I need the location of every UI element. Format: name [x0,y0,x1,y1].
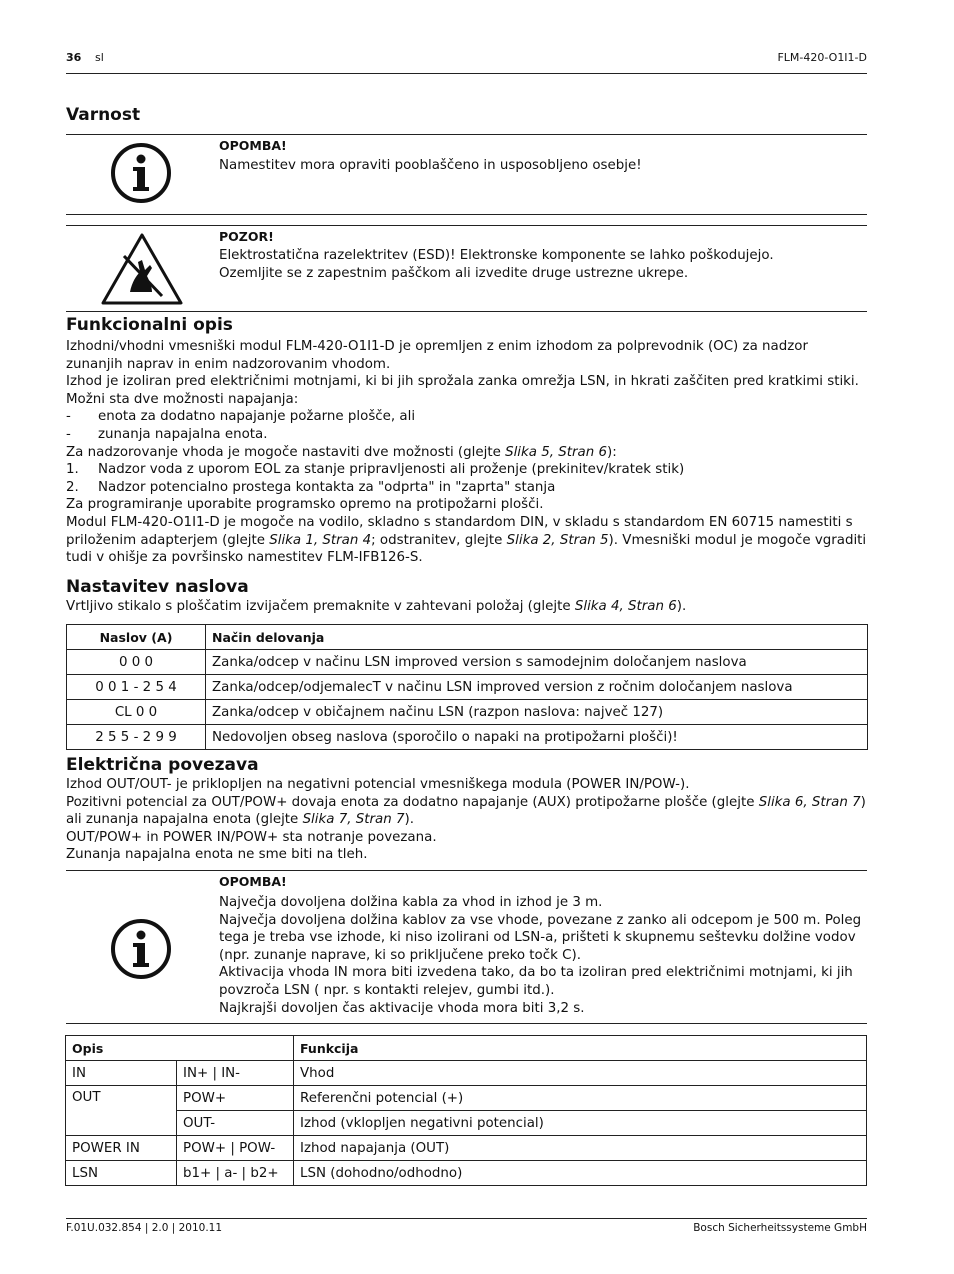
column-header: Funkcija [294,1036,867,1061]
table-cell: Izhod napajanja (OUT) [294,1136,867,1161]
table-row [66,1111,867,1136]
warning-title: POZOR! [219,229,274,244]
paragraph: Izhodni/vhodni vmesniški modul FLM-420-O1I1-D je opremljen z enim izhodom za polprevodnik (OC) za nadzor zunanjih naprav in enim nadzorovanim vhodom. [66,339,808,372]
notice-title: OPOMBA! [219,138,287,153]
electrical-description [66,776,867,864]
table-cell: Referenčni potencial (+) [294,1086,867,1111]
info-icon [110,142,172,204]
table-cell: 0 0 1 - 2 5 4 [67,675,206,700]
table-cell: Zanka/odcep v običajnem načinu LSN (razpon naslova: največ 127) [206,700,868,725]
list-item: - enota za dodatno napajanje požarne plošče, ali [66,409,416,425]
table-cell: 0 0 0 [67,650,206,675]
notice-text [219,894,869,1017]
table-row [66,1086,867,1111]
table-cell: b1+ | a- | b2+ [177,1161,294,1186]
table-cell: Vhod [294,1061,867,1086]
table-row [67,650,868,675]
column-header: Način delovanja [206,625,868,650]
warning-rule [66,225,867,226]
figure-reference[interactable]: Slika 6, Stran 7 [758,794,861,810]
paragraph: Izhod je izoliran pred električnimi motnjami, ki bi jih sprožala zanka omrežja LSN, in hkrati zaščiten pred kratkimi stiki. Možni sta dve možnosti napajanja: [66,374,859,407]
address-description: Vrtljivo stikalo s ploščatim izvijačem premaknite v zahtevani položaj (glejte Slika 4, Stran 6). [66,599,687,614]
warning-text [219,247,869,282]
table-cell: Nedovoljen obseg naslova (sporočilo o napaki na protipožarni plošči)! [206,725,868,750]
table-cell: CL 0 0 [67,700,206,725]
section-title-functional: Funkcionalni opis [66,315,233,335]
info-icon [110,918,172,980]
table-cell: LSN [66,1161,177,1186]
notice-rule [66,870,867,871]
column-header: Opis [66,1036,294,1061]
list-item: 1. Nadzor voda z uporom EOL za stanje pripravljenosti ali proženje (prekinitev/kratek stik) [66,462,685,478]
table-cell: Zanka/odcep/odjemalecT v načinu LSN improved version z ročnim določanjem naslova [206,675,868,700]
table-cell: OUT [66,1086,177,1136]
notice-paragraph: Aktivacija vhoda IN mora biti izvedena tako, da bo ta izoliran pred električnimi motnjami, ki jih povzroča LSN ( npr. s kontakti relejev, gumbi itd.). [219,965,853,998]
document-code: FLM-420-O1I1-D [777,51,867,64]
table-cell: Izhod (vklopljen negativni potencial) [294,1111,867,1136]
footer-rule [66,1218,867,1219]
paragraph: OUT/POW+ in POWER IN/POW+ sta notranje povezana. [66,829,437,845]
notice-paragraph: Največja dovoljena dolžina kabla za vhod in izhod je 3 m. [219,895,603,910]
table-cell: IN+ | IN- [177,1061,294,1086]
notice-paragraph: Največja dovoljena dolžina kablov za vse vhode, povezane z zanko ali odcepom je 500 m. Poleg tega je treba vse izhode, ki niso izolirani od LSN-a, prišteti k skupnemu seštevku dolžine vodov (npr. zunanje naprave, ki so priključene preko točk C). [219,912,862,963]
paragraph: Modul FLM-420-O1I1-D je mogoče na vodilo, skladno s standardom DIN, v skladu s standardom EN 60715 namestiti s priloženim adapterjem (glejte Slika 1, Stran 4; odstranitev, glejte Slika 2, Stran 5). Vmesniški modul je mogoče vgraditi tudi v ohišje za površinsko namestitev FLM-IFB126-S. [66,514,867,566]
table-cell: POW+ | POW- [177,1136,294,1161]
table-cell: LSN (dohodno/odhodno) [294,1161,867,1186]
table-cell: IN [66,1061,177,1086]
connection-table [65,1035,867,1186]
table-cell: POWER IN [66,1136,177,1161]
section-title-safety: Varnost [66,105,141,125]
table-row [66,1161,867,1186]
table-row [67,675,868,700]
header-rule [66,73,867,74]
table-row [66,1061,867,1086]
page-number: 36 [66,51,82,64]
notice-rule [66,1023,867,1024]
notice-rule [66,214,867,215]
warning-line: Ozemljite se z zapestnim paščkom ali izvedite druge ustrezne ukrepe. [219,265,689,281]
figure-reference[interactable]: Slika 2, Stran 5 [506,532,609,548]
table-cell: POW+ [177,1086,294,1111]
footer-document-info: F.01U.032.854 | 2.0 | 2010.11 [66,1222,223,1234]
notice-rule [66,134,867,135]
warning-rule [66,311,867,312]
table-row [67,725,868,750]
table-cell: Zanka/odcep v načinu LSN improved version s samodejnim določanjem naslova [206,650,868,675]
notice-paragraph: Najkrajši dovoljen čas aktivacije vhoda mora biti 3,2 s. [219,1000,585,1016]
section-title-electrical: Električna povezava [66,755,259,775]
figure-reference[interactable]: Slika 1, Stran 4 [269,532,372,548]
paragraph: Pozitivni potencial za OUT/POW+ dovaja enota za dodatno napajanje (AUX) protipožarne plošče (glejte Slika 6, Stran 7) ali zunanja napajalna enota (glejte Slika 7, Stran 7). [66,794,866,828]
functional-description [66,338,867,567]
table-row [66,1136,867,1161]
address-table [66,624,868,750]
notice-title: OPOMBA! [219,874,287,889]
table-cell: 2 5 5 - 2 9 9 [67,725,206,750]
esd-warning-icon [100,232,184,306]
figure-reference[interactable]: Slika 4, Stran 6 [574,599,677,614]
figure-reference[interactable]: Slika 7, Stran 7 [302,812,405,828]
notice-text: Namestitev mora opraviti pooblaščeno in usposobljeno osebje! [219,158,642,173]
paragraph: Zunanja napajalna enota ne sme biti na tleh. [66,847,368,863]
figure-reference[interactable]: Slika 5, Stran 6 [505,444,607,460]
table-row [67,700,868,725]
table-cell: OUT- [177,1111,294,1136]
column-header: Naslov (A) [67,625,206,650]
table-header-row [67,625,868,650]
list-item: 2. Nadzor potencialno prostega kontakta za "odprta" in "zaprta" stanja [66,479,556,495]
paragraph: Izhod OUT/OUT- je priklopljen na negativni potencial vmesniškega modula (POWER IN/POW-). [66,777,690,792]
paragraph: Za nadzorovanje vhoda je mogoče nastaviti dve možnosti (glejte Slika 5, Stran 6): [66,444,617,460]
language-code: sl [95,51,104,64]
table-header-row [66,1036,867,1061]
paragraph: Za programiranje uporabite programsko opremo na protipožarni plošči. [66,497,544,513]
section-title-address: Nastavitev naslova [66,577,249,597]
footer-company: Bosch Sicherheitssysteme GmbH [693,1222,867,1234]
list-item: - zunanja napajalna enota. [66,426,268,442]
warning-line: Elektrostatična razelektritev (ESD)! Elektronske komponente se lahko poškodujejo. [219,248,774,263]
